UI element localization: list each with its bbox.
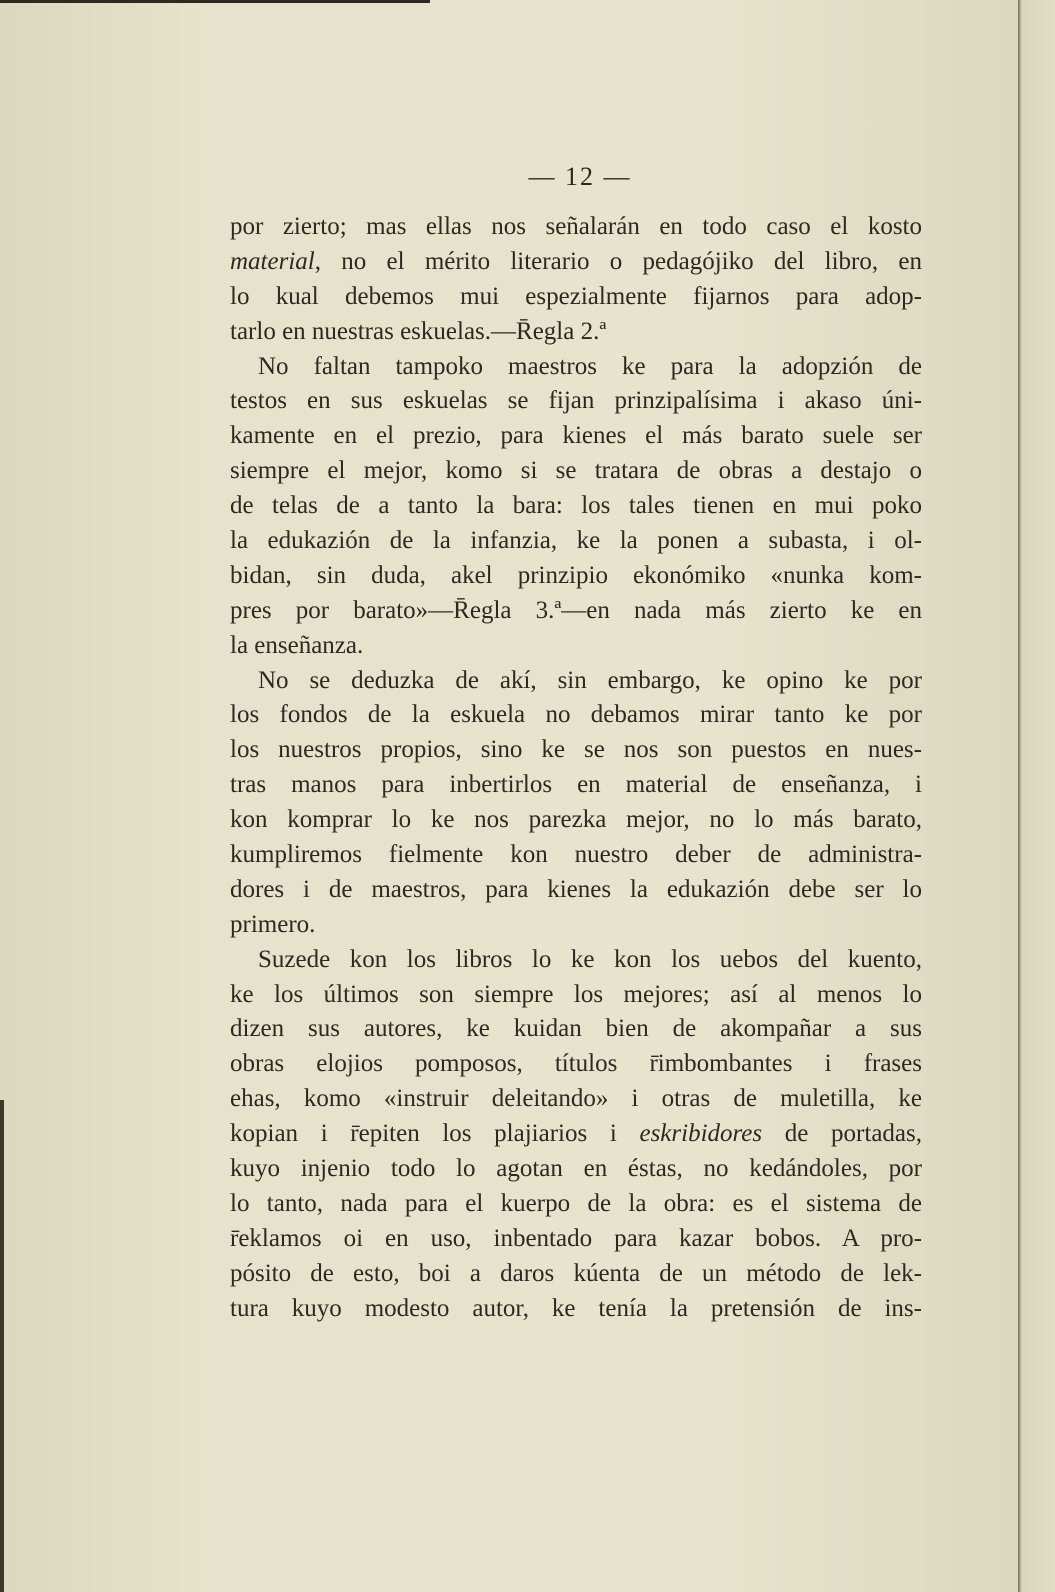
- text-line: tras manos para inbertirlos en material de enseñanza, i: [230, 771, 922, 799]
- page-edge-left: [0, 1100, 4, 1592]
- text-line: de telas de a tanto la bara: los tales tienen en mui poko: [230, 492, 922, 520]
- text-line: primero.: [230, 910, 316, 938]
- italic-word: eskribidores: [639, 1120, 763, 1148]
- text-line: lo kual debemos mui espezialmente fijarnos para adop-: [230, 282, 922, 310]
- body-text: [230, 210, 922, 1327]
- text-line: kamente en el prezio, para kienes el más barato suele ser: [230, 422, 922, 450]
- text-line: bidan, sin duda, akel prinzipio ekonómiko «nunka kom-: [230, 561, 922, 589]
- text-line: [230, 245, 922, 280]
- page-edge-top: [0, 0, 430, 3]
- text-line: los fondos de la eskuela no debamos mirar tanto ke por: [230, 701, 922, 729]
- text-line: dizen sus autores, ke kuidan bien de akompañar a sus: [230, 1015, 922, 1043]
- text-line: dores i de maestros, para kienes la edukazión debe ser lo: [230, 875, 922, 903]
- text-line: kumpliremos fielmente kon nuestro deber de administra-: [230, 841, 922, 869]
- text-line: por zierto; mas ellas nos señalarán en todo caso el kosto: [230, 213, 922, 240]
- text-segment: kopian i r̄epiten los plajiarios i: [230, 1120, 640, 1148]
- text-segment: de portadas,: [762, 1120, 922, 1148]
- text-line: tura kuyo modesto autor, ke tenía la pretensión de ins-: [230, 1294, 922, 1322]
- text-line: la edukazión de la infanzia, ke la ponen a subasta, i ol-: [230, 527, 922, 555]
- text-line: [230, 1117, 922, 1152]
- text-line: No faltan tampoko maestros ke para la adopzión de: [258, 352, 922, 380]
- page-number: — 12 —: [528, 162, 632, 191]
- text-line: lo tanto, nada para el kuerpo de la obra: es el sistema de: [230, 1189, 922, 1217]
- text-line: ehas, komo «instruir deleitando» i otras de muletilla, ke: [230, 1085, 922, 1113]
- text-line: testos en sus eskuelas se fijan prinzipalísima i akaso úni-: [230, 387, 922, 415]
- text-line: tarlo en nuestras eskuelas.—R̄egla 2.ª: [230, 317, 607, 345]
- italic-word: material: [230, 247, 315, 275]
- page-edge-right: [1018, 0, 1055, 1592]
- text-line: No se deduzka de akí, sin embargo, ke opino ke por: [258, 666, 922, 694]
- text-line: pósito de esto, boi a daros kúenta de un método de lek-: [230, 1259, 922, 1287]
- text-line: obras elojios pomposos, títulos r̄imbombantes i frases: [230, 1050, 922, 1078]
- text-line: ke los últimos son siempre los mejores; así al menos lo: [230, 980, 922, 1008]
- text-line: pres por barato»—R̄egla 3.ª—en nada más zierto ke en: [230, 596, 922, 624]
- text-line: la enseñanza.: [230, 631, 364, 659]
- text-line: r̄eklamos oi en uso, inbentado para kazar bobos. A pro-: [230, 1224, 922, 1252]
- text-line: los nuestros propios, sino ke se nos son puestos en nues-: [230, 736, 922, 764]
- text-segment: , no el mérito literario o pedagójiko del libro, en: [314, 247, 922, 275]
- text-line: siempre el mejor, komo si se tratara de obras a destajo o: [230, 457, 922, 485]
- text-line: Suzede kon los libros lo ke kon los uebos del kuento,: [258, 945, 922, 973]
- text-line: kuyo injenio todo lo agotan en éstas, no kedándoles, por: [230, 1155, 922, 1183]
- text-line: kon komprar lo ke nos parezka mejor, no lo más barato,: [230, 806, 922, 834]
